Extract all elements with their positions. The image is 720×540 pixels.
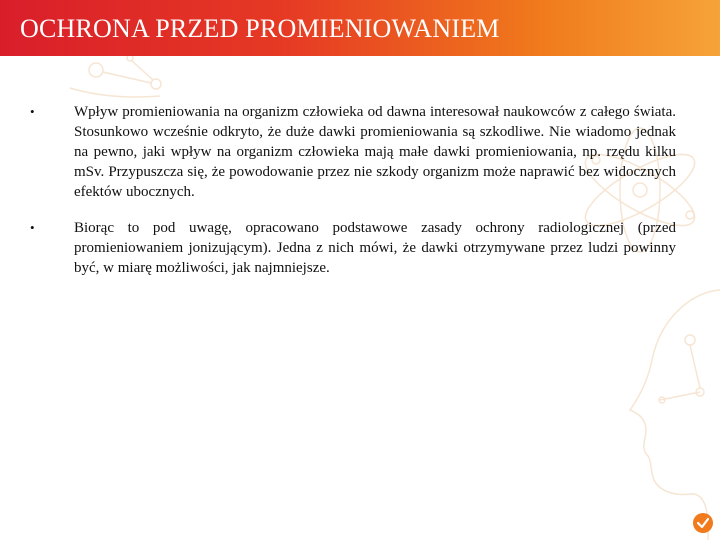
bullet-list (28, 102, 676, 294)
bullet-icon: • (30, 220, 35, 235)
list-item-text: Wpływ promieniowania na organizm człowieka od dawna interesował naukowców z całego świata. Stosunkowo wcześnie odkryto, że duże dawki promieniowania są szkodliwe. Nie wiadomo jednak na pewno, jaki wpływ na organizm człowieka mają małe dawki promieniowania, np. rzędu kilku mSv. Przypuszcza się, że powodowanie przez nie szkody organizm może naprawić bez widocznych efektów ubocznych. (74, 104, 676, 200)
corner-logo-icon (692, 512, 714, 534)
list-item (28, 218, 676, 278)
molecule-network-icon (70, 55, 161, 97)
list-item (28, 102, 676, 202)
slide-title: OCHRONA PRZED PROMIENIOWANIEM (20, 14, 500, 43)
header-bar (0, 0, 720, 56)
list-item-text: Biorąc to pod uwagę, opracowano podstawowe zasady ochrony radiologicznej (przed promieniowaniem jonizującym). Jedna z nich mówi, że dawki otrzymywane przez ludzi powinny być, w miarę możliwości, jak najmniejsze. (74, 220, 676, 276)
head-profile-outline-icon (630, 290, 720, 540)
bullet-icon: • (30, 104, 35, 119)
